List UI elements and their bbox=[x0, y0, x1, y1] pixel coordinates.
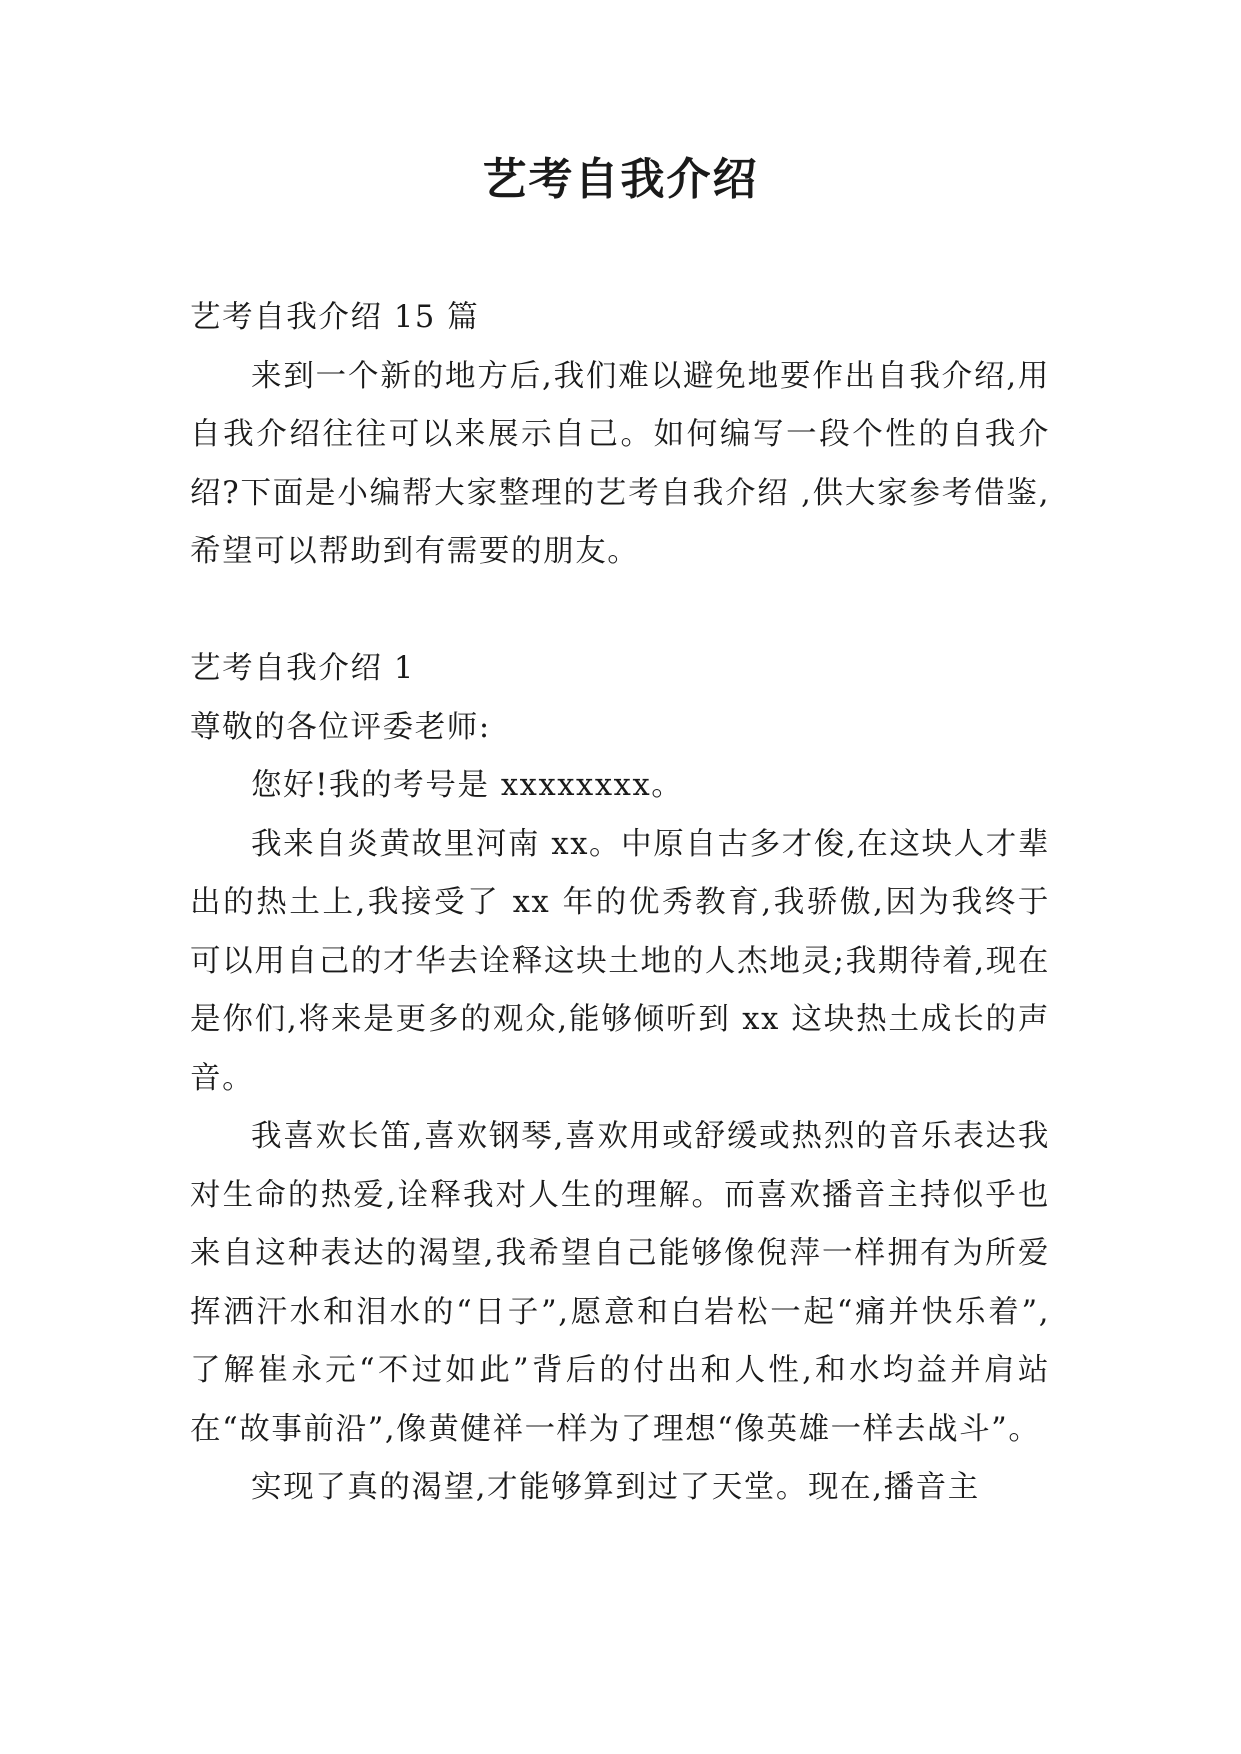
body-paragraph: 我来自炎黄故里河南 xx。中原自古多才俊,在这块人才辈出的热土上,我接受了 xx 年的优秀教育,我骄傲,因为我终于可以用自己的才华去诠释这块土地的人杰地灵;我期待着,现在是你们,将来是更多的观众,能够倾听到 xx 这块热土成长的声音。 bbox=[190, 826, 1050, 1096]
intro-paragraph: 来到一个新的地方后,我们难以避免地要作出自我介绍,用自我介绍往往可以来展示自己。如何编写一段个性的自我介绍?下面是小编帮大家整理的艺考自我介绍 ,供大家参考借鉴,希望可以帮助到有需要的朋友。 bbox=[190, 358, 1050, 569]
section-heading: 艺考自我介绍 1 bbox=[190, 651, 415, 686]
body-paragraph: 实现了真的渴望,才能够算到过了天堂。现在,播音主 bbox=[251, 1470, 980, 1505]
body-paragraph: 您好!我的考号是 xxxxxxxx。 bbox=[251, 768, 684, 803]
document-body bbox=[190, 289, 1050, 1518]
salutation: 尊敬的各位评委老师: bbox=[190, 709, 491, 745]
intro-heading: 艺考自我介绍 15 篇 bbox=[190, 300, 480, 335]
body-paragraph: 我喜欢长笛,喜欢钢琴,喜欢用或舒缓或热烈的音乐表达我对生命的热爱,诠释我对人生的理解。而喜欢播音主持似乎也来自这种表达的渴望,我希望自己能够像倪萍一样拥有为所爱挥洒汗水和泪水的“日子”,愿意和白岩松一起“痛并快乐着”,了解崔永元“不过如此”背后的付出和人性,和水均益并肩站在“故事前沿”,像黄健祥一样为了理想“像英雄一样去战斗”。 bbox=[190, 1119, 1050, 1447]
section-spacer bbox=[190, 582, 1050, 641]
document-title: 艺考自我介绍 bbox=[482, 154, 759, 205]
